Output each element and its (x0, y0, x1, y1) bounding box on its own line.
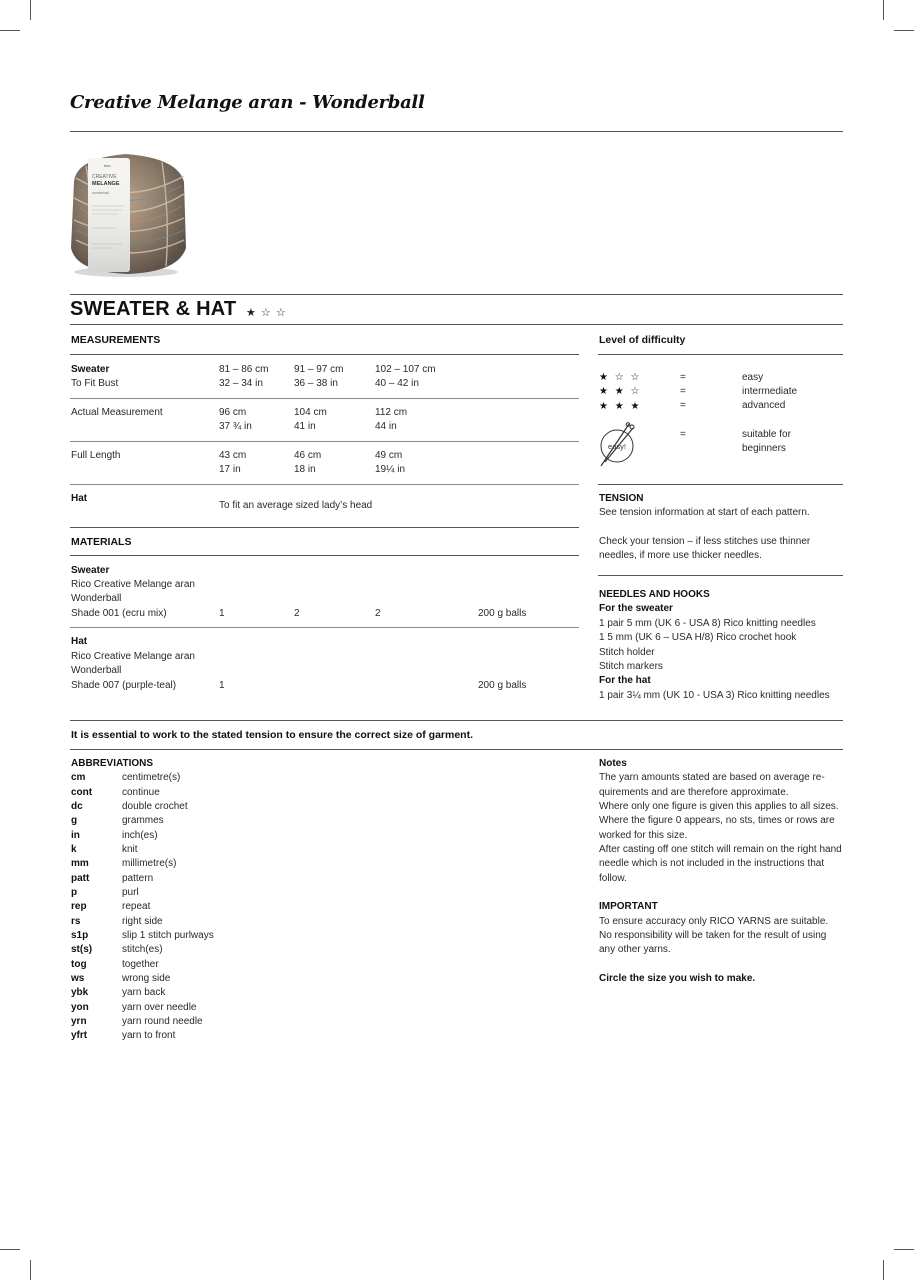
needles-sweater-item-2: 1 5 mm (UK 6 – USA H/8) Rico crochet hook (599, 632, 797, 643)
bust-divider (70, 398, 579, 399)
length-in-1: 17 in (219, 464, 241, 475)
important-line-3: any other yarns. (599, 944, 671, 955)
abbreviation-value: wrong side (122, 973, 171, 984)
tension-line-2: Check your tension – if less stitches use thinner (599, 536, 811, 547)
abbreviation-value: inch(es) (122, 830, 158, 841)
measurements-end-divider (70, 527, 579, 528)
length-cm-1: 43 cm (219, 450, 247, 461)
notes-line-7: needle which is not included in the instructions that (599, 858, 825, 869)
materials-hat-label: Hat (71, 636, 88, 647)
materials-divider (70, 555, 579, 556)
notes-line-5: worked for this size. (599, 830, 688, 841)
tension-heading: TENSION (599, 493, 644, 504)
page-title: SWEATER & HAT (70, 298, 237, 320)
materials-sweater-shade: Shade 001 (ecru mix) (71, 608, 167, 619)
notes-line-6: After casting off one stitch will remain on the right hand (599, 844, 842, 855)
brand-title: Creative Melange aran - Wonderball (70, 92, 425, 113)
notes-line-1: The yarn amounts stated are based on average re- (599, 772, 825, 783)
title-top-divider (70, 294, 843, 295)
level-label-1: easy (742, 372, 764, 383)
difficulty-stars: ★ ☆ ☆ (246, 307, 287, 319)
length-cm-2: 46 cm (294, 450, 322, 461)
needles-hat-item-1: 1 pair 3¼ mm (UK 10 - USA 3) Rico knitting needles (599, 690, 830, 701)
abbreviation-value: millimetre(s) (122, 858, 177, 869)
needles-sweater-item-3: Stitch holder (599, 647, 655, 658)
abbreviation-value: continue (122, 787, 160, 798)
level-eq-2: = (680, 386, 686, 397)
tension-divider (598, 575, 843, 576)
yarn-label-line1: CREATIVE (92, 174, 117, 180)
materials-sweater-label: Sweater (71, 565, 110, 576)
crop-mark-bl-h (0, 1249, 20, 1250)
crop-mark-tr-v (883, 0, 884, 20)
size-in-1: 32 – 34 in (219, 378, 263, 389)
easy-badge-text: easy! (608, 442, 626, 451)
abbreviation-key: rep (71, 901, 87, 912)
abbreviation-value: stitch(es) (122, 944, 163, 955)
materials-hat-yarn-2: Wonderball (71, 665, 122, 676)
notes-line-4: Where the figure 0 appears, no sts, times or rows are (599, 815, 835, 826)
needles-sweater-item-1: 1 pair 5 mm (UK 6 - USA 8) Rico knitting needles (599, 618, 816, 629)
abbreviation-key: s1p (71, 930, 89, 941)
abbreviation-value: grammes (122, 815, 164, 826)
beginners-eq: = (680, 429, 686, 440)
essential-bottom-divider (70, 749, 843, 750)
abbreviation-key: patt (71, 873, 90, 884)
length-cm-3: 49 cm (375, 450, 403, 461)
level-heading: Level of difficulty (599, 334, 686, 346)
length-in-2: 18 in (294, 464, 316, 475)
level-stars-3: ★ ★ ★ (599, 401, 642, 412)
size-cm-3: 102 – 107 cm (375, 364, 436, 375)
abbreviation-key: yrn (71, 1016, 87, 1027)
abbreviation-key: p (71, 887, 78, 898)
header-divider (70, 131, 843, 132)
abbreviation-key: rs (71, 916, 81, 927)
notes-line-2: quirements and are therefore approximate. (599, 787, 789, 798)
important-line-2: No responsibility will be taken for the result of using (599, 930, 827, 941)
abbreviation-value: right side (122, 916, 163, 927)
crop-mark-br-h (894, 1249, 914, 1250)
materials-sweater-qty-1: 1 (219, 608, 225, 619)
abbreviation-value: centimetre(s) (122, 772, 181, 783)
materials-heading: MATERIALS (71, 536, 132, 548)
actual-cm-3: 112 cm (375, 407, 408, 418)
actual-in-3: 44 in (375, 421, 397, 432)
materials-hat-qty: 1 (219, 680, 225, 691)
abbreviation-key: tog (71, 959, 87, 970)
abbreviation-key: yfrt (71, 1030, 88, 1041)
abbreviation-value: repeat (122, 901, 151, 912)
materials-sweater-yarn-2: Wonderball (71, 593, 122, 604)
length-divider (70, 484, 579, 485)
yarn-label-line3: wonderball (92, 191, 109, 195)
materials-hat-yarn-1: Rico Creative Melange aran (71, 651, 195, 662)
needles-sweater-heading: For the sweater (599, 603, 673, 614)
abbreviation-key: cont (71, 787, 93, 798)
level-eq-1: = (680, 372, 686, 383)
needles-heading: NEEDLES AND HOOKS (599, 589, 710, 600)
actual-in-2: 41 in (294, 421, 316, 432)
actual-cm-2: 104 cm (294, 407, 327, 418)
length-label: Full Length (71, 450, 121, 461)
abbreviation-value: pattern (122, 873, 154, 884)
materials-sweater-divider (70, 627, 579, 628)
actual-label: Actual Measurement (71, 407, 163, 418)
beginners-line-2: beginners (742, 443, 786, 454)
yarn-ball-image (66, 148, 190, 278)
crop-mark-tl-h (0, 30, 20, 31)
abbreviation-key: in (71, 830, 80, 841)
yarn-label-line2: MELANGE (92, 181, 120, 187)
sweater-label: Sweater (71, 364, 110, 375)
abbreviation-value: yarn to front (122, 1030, 176, 1041)
essential-note: It is essential to work to the stated tension to ensure the correct size of garment. (71, 729, 474, 741)
tension-line-1: See tension information at start of each pattern. (599, 507, 810, 518)
level-label-3: advanced (742, 400, 786, 411)
abbreviation-value: purl (122, 887, 139, 898)
abbreviation-key: yon (71, 1002, 89, 1013)
title-bottom-divider (70, 324, 843, 325)
measurements-divider (70, 354, 579, 355)
abbreviation-key: ybk (71, 987, 89, 998)
notes-heading: Notes (599, 758, 627, 769)
abbreviation-value: yarn over needle (122, 1002, 197, 1013)
abbreviation-value: knit (122, 844, 138, 855)
abbreviation-value: slip 1 stitch purlways (122, 930, 214, 941)
abbreviation-key: mm (71, 858, 89, 869)
actual-in-1: 37 ¾ in (219, 421, 252, 432)
fit-bust-label: To Fit Bust (71, 378, 119, 389)
materials-sweater-qty-2: 2 (294, 608, 300, 619)
level-stars-2: ★ ★ ☆ (599, 386, 642, 397)
circle-size-note: Circle the size you wish to make. (599, 973, 756, 984)
crop-mark-tl-v (30, 0, 31, 20)
notes-line-8: follow. (599, 873, 627, 884)
abbreviation-key: dc (71, 801, 83, 812)
level-label-2: intermediate (742, 386, 798, 397)
abbreviation-value: yarn back (122, 987, 166, 998)
important-line-1: To ensure accuracy only RICO YARNS are suitable. (599, 916, 829, 927)
easy-badge-icon (597, 422, 641, 470)
actual-cm-1: 96 cm (219, 407, 247, 418)
abbreviation-key: ws (71, 973, 85, 984)
beginners-line-1: suitable for (742, 429, 791, 440)
tension-line-3: needles, if more use thicker needles. (599, 550, 762, 561)
abbreviation-key: k (71, 844, 77, 855)
actual-divider (70, 441, 579, 442)
level-eq-3: = (680, 400, 686, 411)
essential-top-divider (70, 720, 843, 721)
materials-hat-unit: 200 g balls (478, 680, 527, 691)
abbreviation-value: yarn round needle (122, 1016, 203, 1027)
abbreviation-value: together (122, 959, 159, 970)
crop-mark-tr-h (894, 30, 914, 31)
size-cm-1: 81 – 86 cm (219, 364, 269, 375)
abbreviations-heading: ABBREVIATIONS (71, 758, 154, 769)
measurements-heading: MEASUREMENTS (71, 334, 161, 346)
notes-line-3: Where only one figure is given this applies to all sizes. (599, 801, 839, 812)
abbreviation-key: cm (71, 772, 86, 783)
important-heading: IMPORTANT (599, 901, 658, 912)
level-end-divider (598, 484, 843, 485)
needles-sweater-item-4: Stitch markers (599, 661, 663, 672)
needles-hat-heading: For the hat (599, 675, 651, 686)
abbreviation-key: st(s) (71, 944, 93, 955)
materials-sweater-unit: 200 g balls (478, 608, 527, 619)
materials-sweater-yarn-1: Rico Creative Melange aran (71, 579, 195, 590)
length-in-3: 19¼ in (375, 464, 406, 475)
level-stars-1: ★ ☆ ☆ (599, 372, 642, 383)
hat-measure-label: Hat (71, 493, 88, 504)
size-in-2: 36 – 38 in (294, 378, 338, 389)
abbreviation-value: double crochet (122, 801, 188, 812)
size-in-3: 40 – 42 in (375, 378, 419, 389)
abbreviation-key: g (71, 815, 78, 826)
crop-mark-br-v (883, 1260, 884, 1280)
crop-mark-bl-v (30, 1260, 31, 1280)
size-cm-2: 91 – 97 cm (294, 364, 344, 375)
materials-sweater-qty-3: 2 (375, 608, 381, 619)
yarn-label-logo: rico (104, 163, 111, 168)
level-divider (598, 354, 843, 355)
materials-hat-shade: Shade 007 (purple-teal) (71, 680, 177, 691)
hat-measure-text: To fit an average sized lady’s head (219, 500, 373, 511)
